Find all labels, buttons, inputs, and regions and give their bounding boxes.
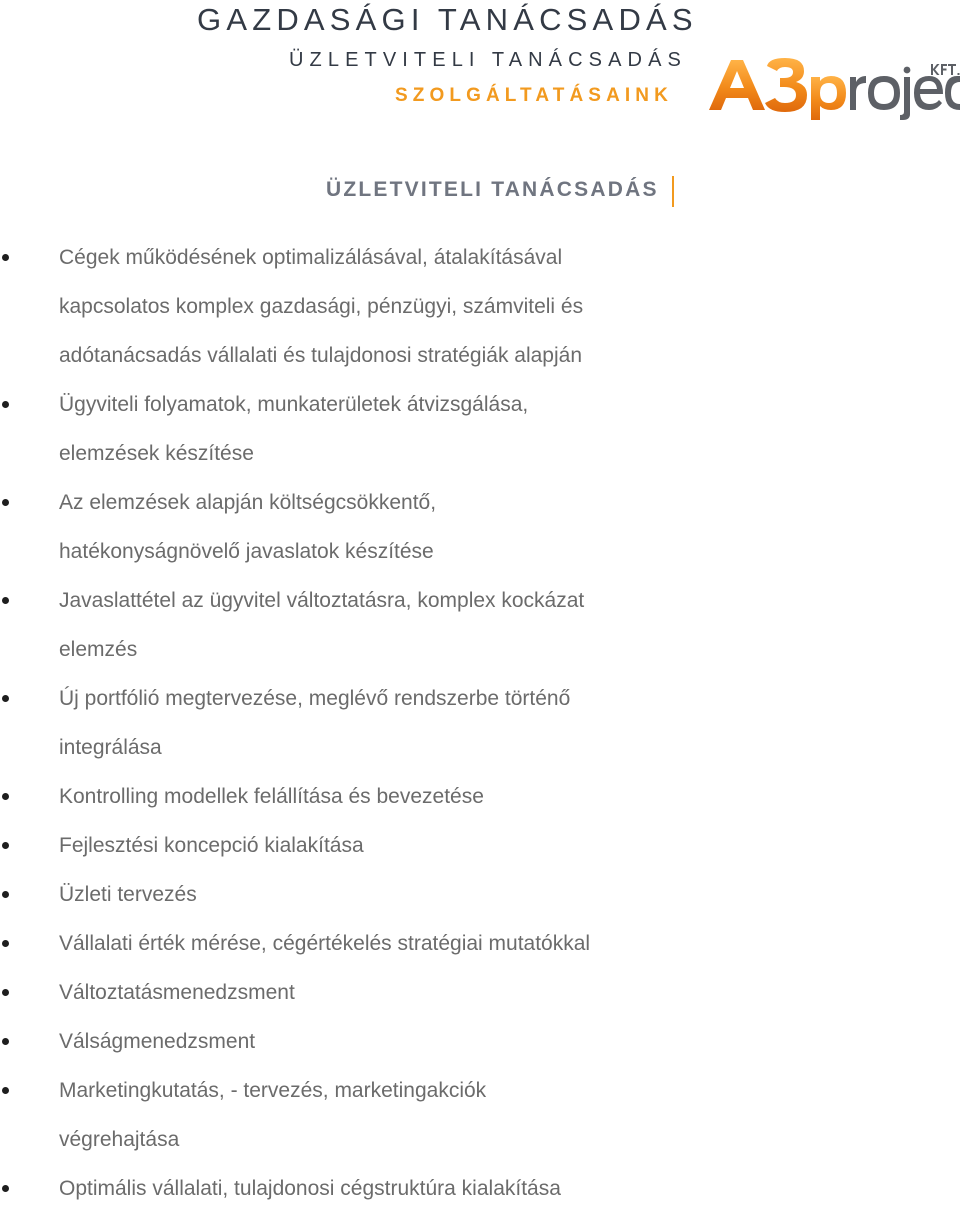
list-item bbox=[0, 576, 960, 674]
list-item-text: elemzés bbox=[59, 638, 138, 661]
service-list bbox=[0, 233, 960, 1213]
bullet-icon bbox=[2, 1185, 9, 1192]
list-item bbox=[0, 1017, 960, 1066]
list-item-text: végrehajtása bbox=[59, 1128, 180, 1151]
bullet-icon bbox=[2, 842, 9, 849]
list-item bbox=[0, 968, 960, 1017]
bullet-icon bbox=[2, 940, 9, 947]
list-item-text: Válságmenedzsment bbox=[59, 1030, 256, 1053]
list-item-text: Javaslattétel az ügyvitel változtatásra, komplex kockázat bbox=[59, 589, 585, 612]
list-item bbox=[0, 674, 960, 772]
list-item-text: Kontrolling modellek felállítása és bevezetése bbox=[59, 785, 484, 808]
list-item-text: Üzleti tervezés bbox=[59, 883, 197, 906]
list-item bbox=[0, 1164, 960, 1213]
list-item-text: Új portfólió megtervezése, meglévő rendszerbe történő bbox=[59, 687, 571, 710]
a3project-logo-icon bbox=[705, 52, 960, 120]
header-subtitle-services: SZOLGÁLTATÁSAINK bbox=[395, 85, 673, 106]
list-item-text: adótanácsadás vállalati és tulajdonosi stratégiák alapján bbox=[59, 344, 583, 367]
bullet-icon bbox=[2, 793, 9, 800]
list-item-text: Fejlesztési koncepció kialakítása bbox=[59, 834, 364, 857]
list-item-text: Optimális vállalati, tulajdonosi cégstruktúra kialakítása bbox=[59, 1177, 561, 1200]
list-item-text: Ügyviteli folyamatok, munkaterületek átvizsgálása, bbox=[59, 393, 529, 416]
list-item-text: Az elemzések alapján költségcsökkentő, bbox=[59, 491, 437, 514]
list-item-text: hatékonyságnövelő javaslatok készítése bbox=[59, 540, 434, 563]
list-item bbox=[0, 233, 960, 380]
list-item bbox=[0, 380, 960, 478]
list-item-text: kapcsolatos komplex gazdasági, pénzügyi, számviteli és bbox=[59, 295, 584, 318]
list-item-text: Vállalati érték mérése, cégértékelés stratégiai mutatókkal bbox=[59, 932, 591, 955]
header-title: GAZDASÁGI TANÁCSADÁS bbox=[197, 2, 698, 37]
list-item bbox=[0, 478, 960, 576]
bullet-icon bbox=[2, 989, 9, 996]
section-heading-accent-bar bbox=[672, 176, 674, 207]
bullet-icon bbox=[2, 1038, 9, 1045]
bullet-icon bbox=[2, 1087, 9, 1094]
list-item-text: Változtatásmenedzsment bbox=[59, 981, 295, 1004]
bullet-icon bbox=[2, 597, 9, 604]
list-item bbox=[0, 919, 960, 968]
section-heading: ÜZLETVITELI TANÁCSADÁS bbox=[326, 178, 659, 201]
bullet-icon bbox=[2, 891, 9, 898]
list-item-text: Cégek működésének optimalizálásával, átalakításával bbox=[59, 246, 563, 269]
list-item bbox=[0, 772, 960, 821]
list-item-text: integrálása bbox=[59, 736, 162, 759]
list-item bbox=[0, 1066, 960, 1164]
bullet-icon bbox=[2, 401, 9, 408]
bullet-icon bbox=[2, 499, 9, 506]
list-item-text: elemzések készítése bbox=[59, 442, 254, 465]
bullet-icon bbox=[2, 695, 9, 702]
bullet-icon bbox=[2, 254, 9, 261]
list-item bbox=[0, 870, 960, 919]
list-item-text: Marketingkutatás, - tervezés, marketingakciók bbox=[59, 1079, 487, 1102]
list-item bbox=[0, 821, 960, 870]
header-subtitle-business-consulting: ÜZLETVITELI TANÁCSADÁS bbox=[289, 49, 687, 71]
